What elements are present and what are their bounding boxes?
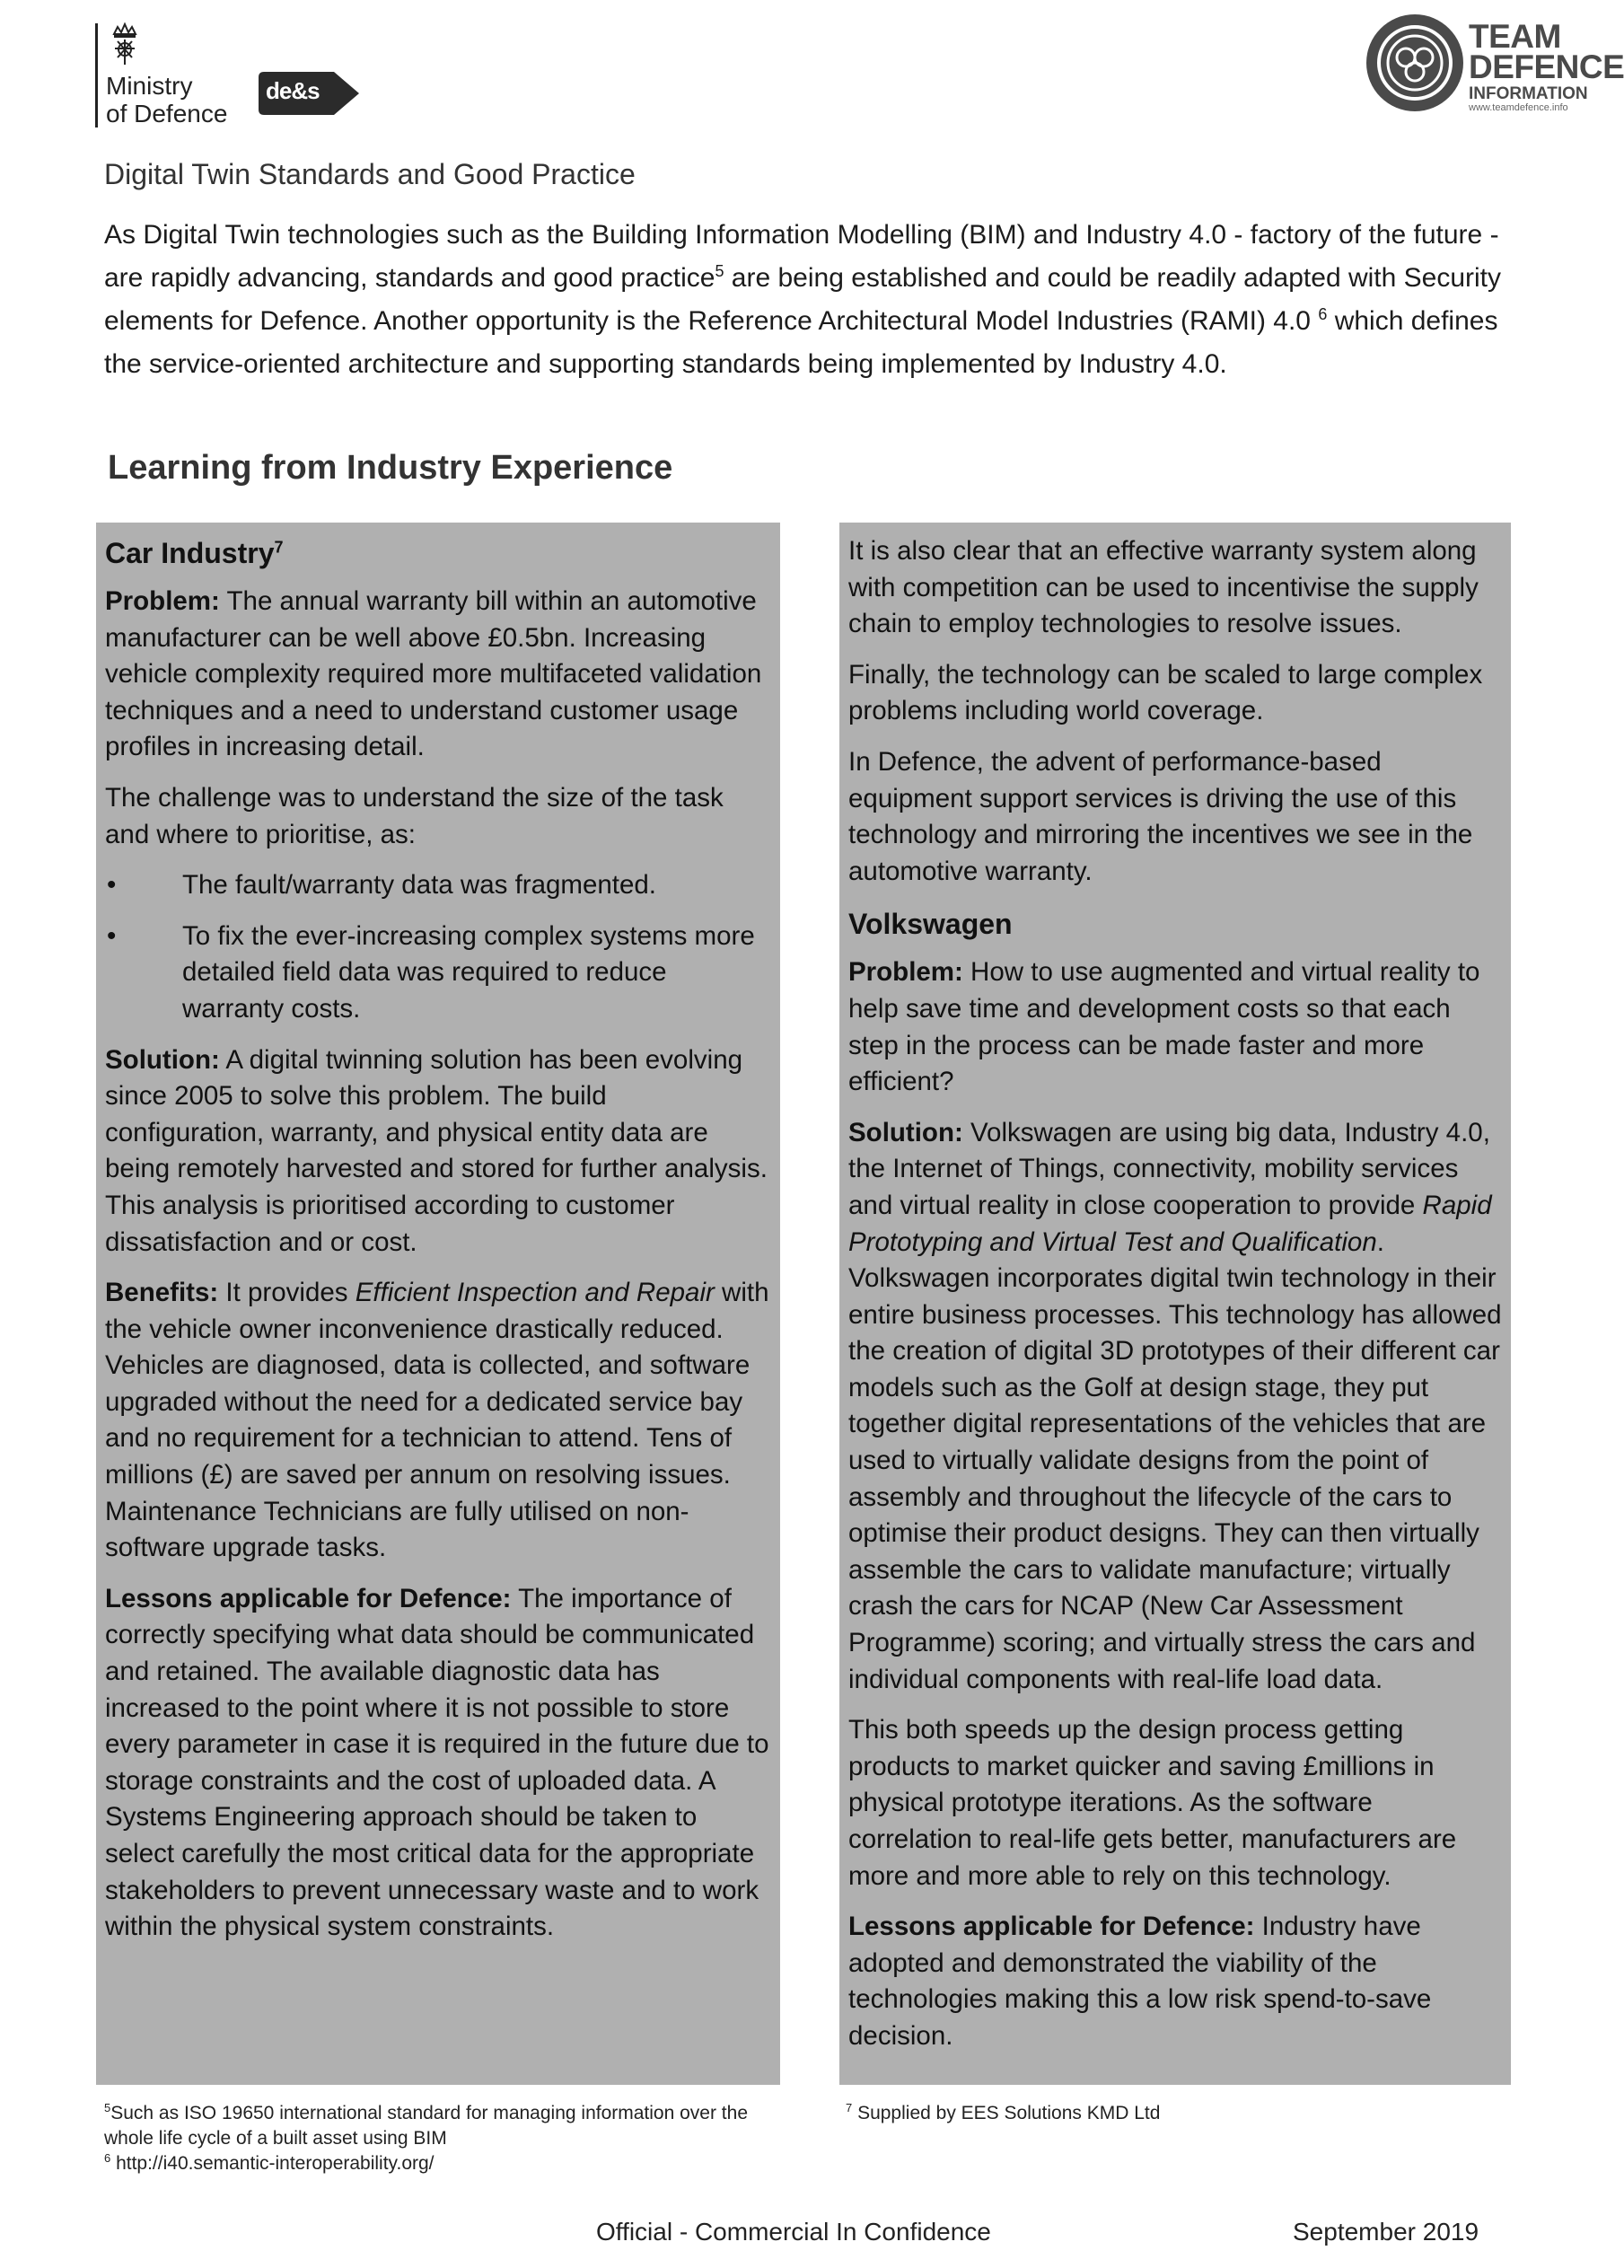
problem-label: Problem: xyxy=(105,586,220,616)
car-industry-panel xyxy=(96,523,780,2085)
footnotes-left xyxy=(104,2101,786,2176)
document-title: Digital Twin Standards and Good Practice xyxy=(104,158,636,190)
logo-divider xyxy=(95,23,98,127)
footnote-ref-7: 7 xyxy=(274,538,284,557)
footnote-ref-6: 6 xyxy=(1318,305,1328,323)
vw-solution-paragraph xyxy=(848,1115,1502,1699)
dess-logo-text: de&s xyxy=(266,77,320,104)
defence-paragraph: In Defence, the advent of performance-based equipment support services is driving the use of this technology and mirroring the incentives we see in the automotive warranty. xyxy=(848,746,1473,886)
footnote-5 xyxy=(104,2101,786,2151)
footnote-7-number: 7 xyxy=(846,2101,853,2114)
footnote-6-text: http://i40.semantic-interoperability.org/ xyxy=(110,2153,435,2174)
footnotes-right xyxy=(846,2101,1492,2126)
vw-solution-pre: Volkswagen are using big data, Industry 4.0, the Internet of Things, connectivity, mobility services and virtual reality in close cooperation to provide xyxy=(848,1117,1490,1220)
list-item: • To fix the ever-increasing complex systems more detailed field data was required to reduce warranty costs. xyxy=(105,919,771,1028)
car-lessons-text: The importance of correctly specifying what data should be communicated and retained. The available diagnostic data has increased to the point where it is not possible to store every parameter in case it is required in the future due to storage constraints and the cost of uploaded data. A Systems Engineering approach should be taken to select carefully the most critical data for the appropriate stakeholders to prevent unnecessary waste and to work within the physical system constraints. xyxy=(105,1583,769,1942)
footnote-5-text: Such as ISO 19650 international standard for managing information over the whole life cycle of a built asset using BIM xyxy=(104,2103,748,2149)
vw-solution-italic: Rapid Prototyping and Virtual Test and Qualification xyxy=(848,1190,1492,1257)
footer-date: September 2019 xyxy=(1293,2218,1479,2246)
tdi-line1: TEAM xyxy=(1469,18,1561,55)
car-benefits-post: with the vehicle owner inconvenience drastically reduced. Vehicles are diagnosed, data is collected, and software upgraded without the need for a dedicated service bay and no requirement for a technician to attend. Tens of millions (£) are saved per annum on resolving issues. Maintenance Technicians are fully utilised on non-software upgrade tasks. xyxy=(105,1278,769,1563)
car-problem-paragraph xyxy=(105,584,771,766)
mod-logo-text: Ministry of Defence xyxy=(106,72,228,127)
footnote-6 xyxy=(104,2151,786,2176)
car-challenge-list xyxy=(105,867,771,1027)
car-solution-text: A digital twinning solution has been evolving since 2005 to solve this problem. The build configuration, warranty, and physical entity data are being remotely harvested and stored for further analysis. This analysis is prioritised according to customer dissatisfaction and or cost. xyxy=(105,1044,768,1257)
vw-problem-paragraph xyxy=(848,954,1502,1100)
intro-paragraph xyxy=(104,214,1514,386)
list-item: • The fault/warranty data was fragmented. xyxy=(105,867,771,904)
tdi-url: www.teamdefence.info xyxy=(1469,102,1568,113)
car-solution-paragraph xyxy=(105,1042,771,1261)
lessons-label: Lessons applicable for Defence: xyxy=(105,1583,512,1613)
problem-label: Problem: xyxy=(848,957,963,988)
footnote-ref-5: 5 xyxy=(715,262,724,280)
intro-part3: which defines the service-oriented architecture and supporting standards being implemented by Industry 4.0. xyxy=(104,306,1498,379)
car-benefits-pre: It provides xyxy=(218,1278,356,1308)
car-industry-heading xyxy=(105,533,771,573)
intro-part2: are being established and could be readily adapted with Security elements for Defence. Another opportunity is the Reference Architectural Model Industries (RAMI) 4.0 xyxy=(104,263,1502,336)
ministry-of-defence-logo xyxy=(95,20,239,131)
solution-label: Solution: xyxy=(848,1117,963,1147)
crest-icon xyxy=(104,22,145,68)
tdi-line2: DEFENCE xyxy=(1469,48,1624,85)
volkswagen-heading: Volkswagen xyxy=(848,908,1013,941)
footnote-7-text: Supplied by EES Solutions KMD Ltd xyxy=(852,2103,1161,2123)
solution-label: Solution: xyxy=(105,1044,220,1075)
car-challenge-paragraph: The challenge was to understand the size of the task and where to prioritise, as: xyxy=(105,782,724,849)
car-problem-text: The annual warranty bill within an automotive manufacturer can be well above £0.5bn. Increasing vehicle complexity required more multifaceted validation techniques and a need to understand customer usage profiles in increasing detail. xyxy=(105,586,762,762)
vw-lessons-paragraph xyxy=(848,1909,1502,2054)
car-benefits-italic: Efficient Inspection and Repair xyxy=(355,1278,715,1308)
volkswagen-panel xyxy=(839,523,1511,2085)
footnote-5-number: 5 xyxy=(104,2101,111,2114)
car-lessons-paragraph xyxy=(105,1581,771,1946)
tdi-circle-icon xyxy=(1365,13,1465,113)
classification-marking: Official - Commercial In Confidence xyxy=(596,2218,991,2246)
scaling-paragraph: Finally, the technology can be scaled to large complex problems including world coverage. xyxy=(848,659,1483,726)
vw-solution-post: . Volkswagen incorporates digital twin technology in their entire business processes. This technology has allowed the creation of digital 3D prototypes of their different car models such as the Golf at design stage, they put together digital representations of the vehicles that are used to virtually validate designs from the point of assembly and throughout the lifecycle of the cars to optimise their product designs. They can then virtually assemble the cars to validate manufacture; virtually crash the cars for NCAP (New Car Assessment Programme) scoring; and virtually stress the cars and individual components with real-life load data. xyxy=(848,1226,1502,1694)
warranty-paragraph: It is also clear that an effective warranty system along with competition can be used to incentivise the supply chain to employ technologies to resolve issues. xyxy=(848,536,1479,639)
footnote-7 xyxy=(846,2101,1492,2126)
vw-problem-text: How to use augmented and virtual reality to help save time and development costs so that each step in the process can be made faster and more efficient? xyxy=(848,957,1480,1097)
vw-lessons-text: Industry have adopted and demonstrated the viability of the technologies making this a low risk spend-to-save decision. xyxy=(848,1912,1432,2051)
tdi-line3: INFORMATION xyxy=(1469,84,1588,103)
lessons-label: Lessons applicable for Defence: xyxy=(848,1912,1255,1942)
footnote-6-number: 6 xyxy=(104,2151,111,2165)
team-defence-information-logo xyxy=(1365,13,1624,113)
benefits-label: Benefits: xyxy=(105,1278,219,1308)
car-industry-heading-text: Car Industry xyxy=(105,537,275,569)
car-benefits-paragraph xyxy=(105,1275,771,1567)
dess-logo xyxy=(257,68,363,119)
vw-speed-paragraph: This both speeds up the design process getting products to market quicker and saving £millions in physical prototype iterations. As the software correlation to real-life gets better, manufacturers are more and more able to rely on this technology. xyxy=(848,1715,1457,1891)
section-heading: Learning from Industry Experience xyxy=(108,449,673,487)
intro-part1: As Digital Twin technologies such as the Building Information Modelling (BIM) and Industry 4.0 - factory of the future - are rapidly advancing, standards and good practice xyxy=(104,220,1499,293)
